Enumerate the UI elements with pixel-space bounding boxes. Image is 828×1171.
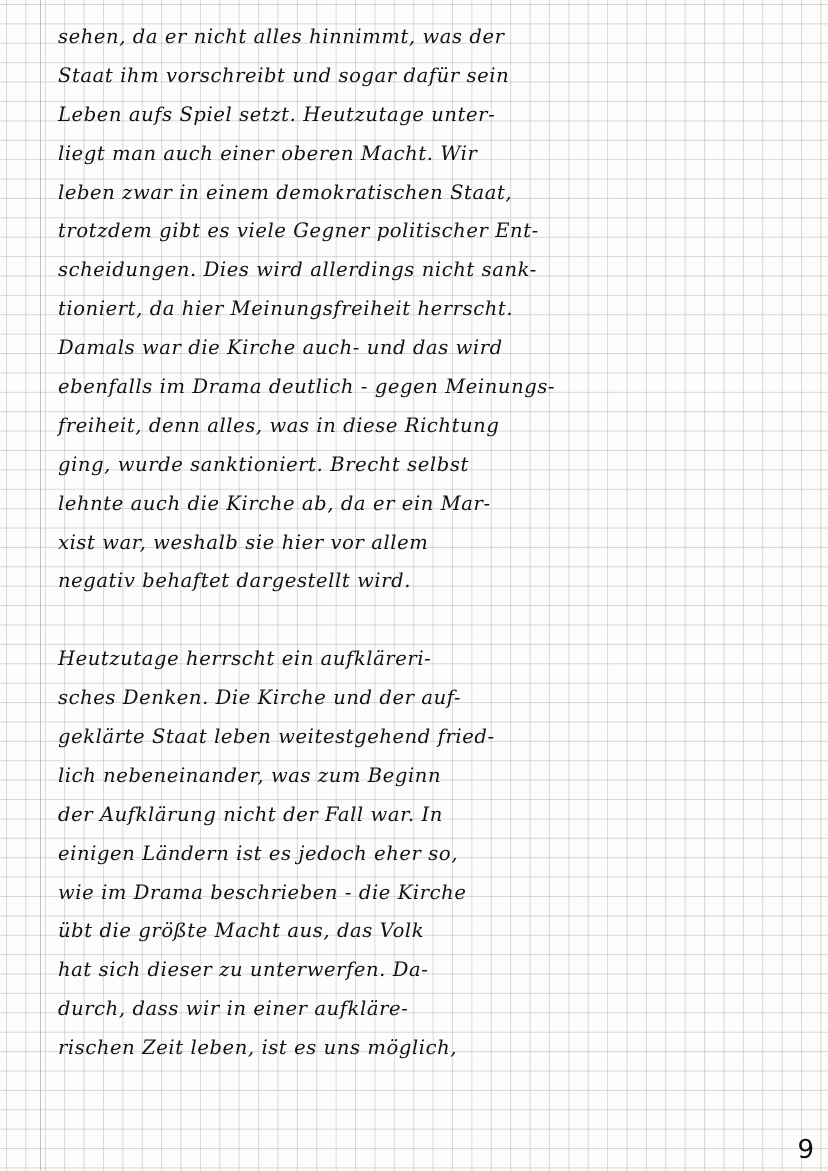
text-line: sehen, da er nicht alles hinnimmt, was der: [58, 25, 505, 48]
text-line: scheidungen. Dies wird allerdings nicht sank-: [58, 258, 537, 282]
text-line: leben zwar in einem demokratischen Staat,: [58, 180, 513, 204]
text-line: geklärte Staat leben weitestgehend fried-: [58, 725, 495, 749]
text-line: freiheit, denn alles, was in diese Richtung: [58, 413, 500, 437]
handwritten-text: [58, 18, 778, 1068]
margin-line: [40, 0, 41, 1171]
text-line: lehnte auch die Kirche ab, da er ein Mar-: [58, 491, 491, 515]
text-line: rischen Zeit leben, ist es uns möglich,: [58, 1036, 458, 1060]
text-line: liegt man auch einer oberen Macht. Wir: [58, 141, 478, 165]
text-line: Heutzutage herrscht ein aufkläreri-: [58, 647, 432, 671]
text-line: trotzdem gibt es viele Gegner politischer Ent-: [58, 219, 539, 243]
text-line: xist war, weshalb sie hier vor allem: [58, 530, 429, 554]
text-line: Damals war die Kirche auch- und das wird: [58, 336, 503, 360]
text-line: durch, dass wir in einer aufkläre-: [58, 997, 409, 1021]
text-line: hat sich dieser zu unterwerfen. Da-: [58, 958, 429, 982]
paragraph-1: [58, 18, 778, 601]
text-line: der Aufklärung nicht der Fall war. In: [58, 802, 443, 826]
text-line: Leben aufs Spiel setzt. Heutzutage unter-: [58, 102, 496, 126]
text-line: wie im Drama beschrieben - die Kirche: [58, 880, 467, 904]
text-line: tioniert, da hier Meinungsfreiheit herrscht.: [58, 297, 514, 321]
text-line: sches Denken. Die Kirche und der auf-: [58, 686, 462, 710]
text-line: lich nebeneinander, was zum Beginn: [58, 763, 442, 787]
paragraph-2: [58, 640, 778, 1068]
text-line: ging, wurde sanktioniert. Brecht selbst: [58, 452, 469, 476]
paragraph-gap: [58, 601, 778, 640]
text-line: Staat ihm vorschreibt und sogar dafür sein: [58, 63, 510, 87]
text-line: einigen Ländern ist es jedoch eher so,: [58, 841, 459, 865]
page-number: 9: [797, 1135, 814, 1165]
text-line: übt die größte Macht aus, das Volk: [58, 919, 425, 943]
text-line: ebenfalls im Drama deutlich - gegen Meinungs-: [58, 375, 556, 399]
text-line: negativ behaftet dargestellt wird.: [58, 569, 412, 593]
